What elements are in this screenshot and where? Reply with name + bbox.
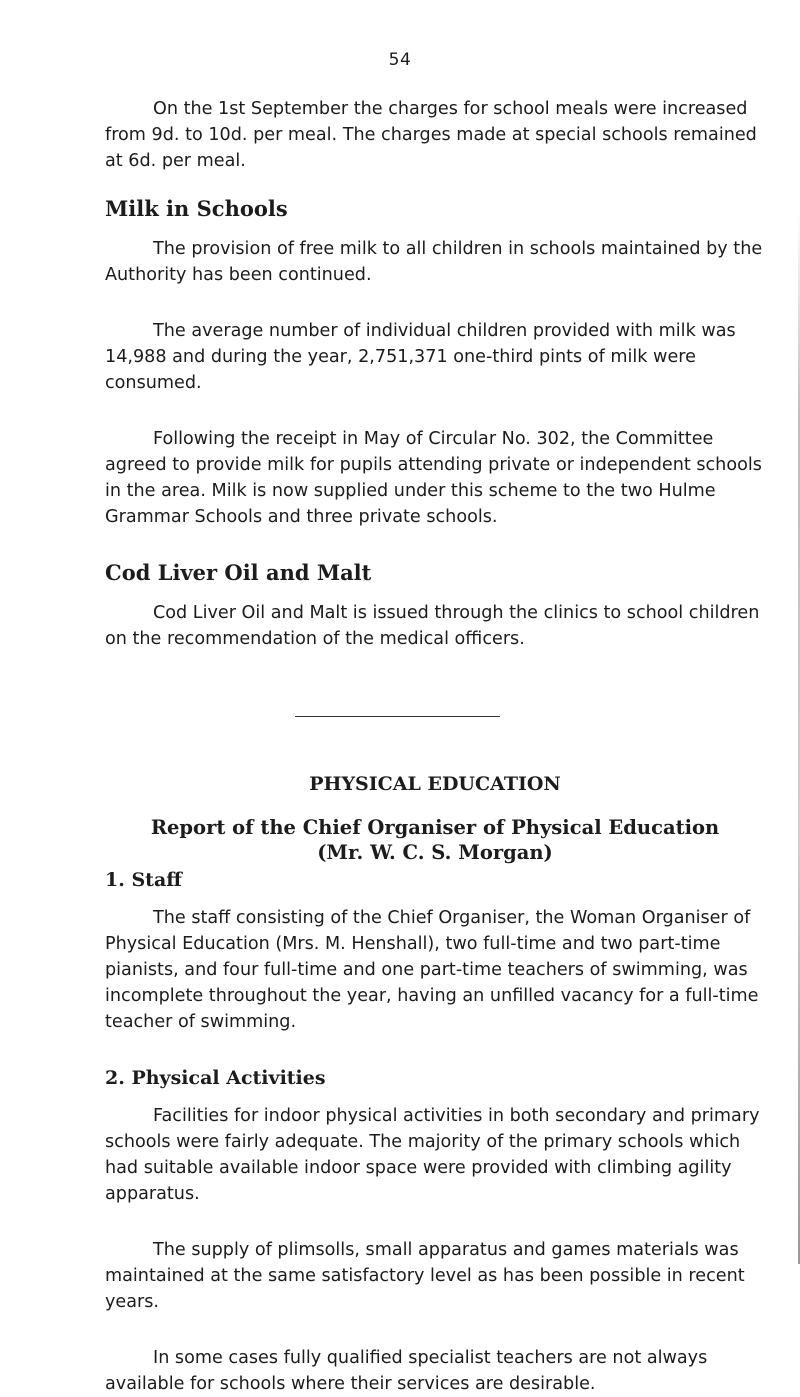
cod-liver-paragraph: Cod Liver Oil and Malt is issued through the clinics to school children on the recommendation of the medical officers.	[105, 603, 760, 649]
page-number: 54	[388, 50, 412, 70]
report-subtitle: (Mr. W. C. S. Morgan)	[317, 841, 553, 864]
activities-heading: 2. Physical Activities	[105, 1067, 326, 1089]
page-body	[105, 96, 765, 1397]
meals-paragraph: On the 1st September the charges for school meals were increased from 9d. to 10d. per meal. The charges made at special schools remained at 6d. per meal.	[105, 99, 757, 171]
physical-education-title: PHYSICAL EDUCATION	[309, 773, 561, 795]
staff-paragraph: The staff consisting of the Chief Organiser, the Woman Organiser of Physical Education (Mrs. M. Henshall), two full-time and two part-time pianists, and four full-time and one part-time teachers of swimming, was incomplete throughout the year, having an unfilled vacancy for a full-time teacher of swimming.	[105, 908, 759, 1032]
report-title: Report of the Chief Organiser of Physical Education	[150, 816, 720, 839]
cod-liver-section-title: Cod Liver Oil and Malt	[105, 560, 372, 585]
section-divider	[295, 716, 500, 717]
staff-heading: 1. Staff	[105, 869, 182, 891]
milk-paragraph-2: The average number of individual children provided with milk was 14,988 and during the year, 2,751,371 one-third pints of milk were consumed.	[105, 321, 736, 393]
milk-section-title: Milk in Schools	[105, 196, 288, 221]
activities-paragraph-2: The supply of plimsolls, small apparatus and games materials was maintained at the same satisfactory level as has been possible in recent years.	[105, 1240, 745, 1312]
activities-paragraph-3: In some cases fully qualified specialist teachers are not always available for schools where their services are desirable.	[105, 1348, 708, 1394]
activities-paragraph-1: Facilities for indoor physical activities in both secondary and primary schools were fairly adequate. The majority of the primary schools which had suitable available indoor space were provided with climbing agility apparatus.	[105, 1106, 760, 1204]
milk-paragraph-3: Following the receipt in May of Circular No. 302, the Committee agreed to provide milk for pupils attending private or independent schools in the area. Milk is now supplied under this scheme to the two Hulme Grammar Schools and three private schools.	[105, 429, 762, 527]
milk-paragraph-1: The provision of free milk to all children in schools maintained by the Authority has been continued.	[105, 239, 763, 285]
